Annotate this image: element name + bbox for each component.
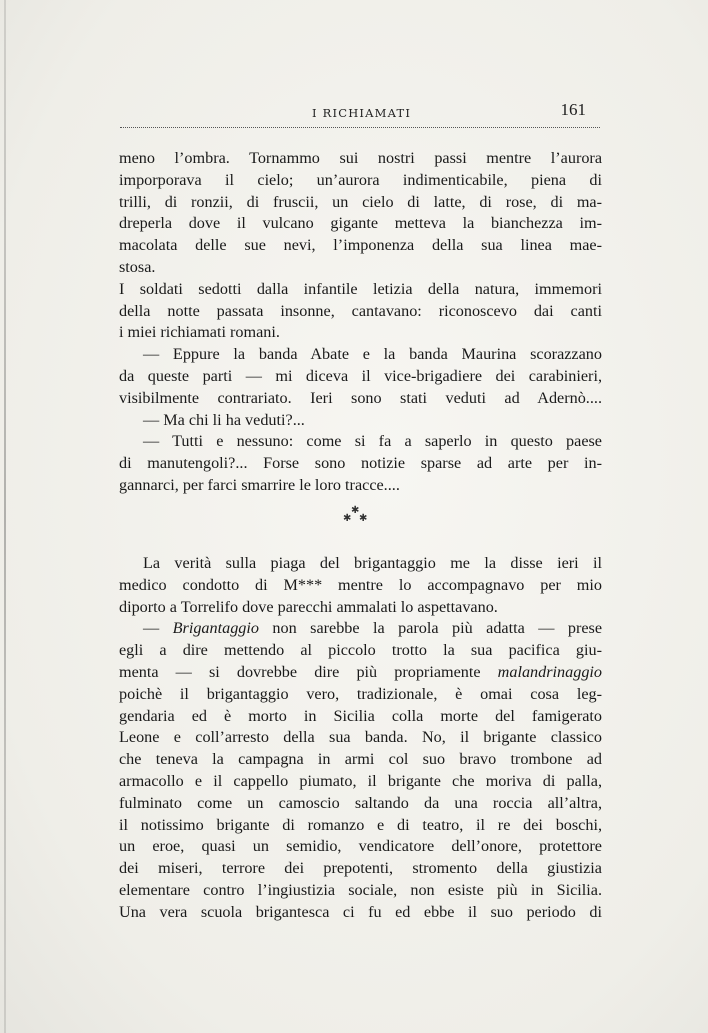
text-line-italic-2: menta — si dovrebbe dire più propriamente malandrinaggio	[119, 662, 602, 681]
header-dotted-rule	[120, 127, 600, 128]
text-line: trilli, di ronzii, di fruscii, un cielo di latte, di rose, di ma-	[119, 192, 602, 211]
text-line: armacollo e il cappello piumato, il brigante che moriva di palla,	[119, 771, 602, 790]
section-asterism	[340, 505, 380, 535]
asterisk-glyph: ✱	[351, 505, 360, 516]
text-line: imporporava il cielo; un’aurora indimenticabile, piena di	[119, 170, 602, 189]
page-header	[120, 100, 600, 130]
text-line: fulminato come un camoscio saltando da una roccia all’altra,	[119, 793, 602, 812]
text-line: il notissimo brigante di romanzo e di teatro, il re dei boschi,	[119, 815, 602, 834]
italic-word: Brigantaggio	[172, 619, 259, 638]
asterisk-glyph: ✱	[343, 513, 352, 524]
text-block-top	[119, 148, 602, 497]
text-block-bottom	[119, 553, 602, 924]
text-line: egli a dire mettendo al piccolo trotto la sua pacifica giu-	[119, 641, 602, 660]
running-title: I RICHIAMATI	[312, 106, 412, 120]
text-line: dei miseri, terrore dei prepotenti, stromento della giustizia	[119, 859, 602, 878]
text-line: — Eppure la banda Abate e la banda Maurina scorazzano	[143, 345, 602, 364]
text-line: di manutengoli?... Forse sono notizie sparse ad arte per in-	[119, 454, 602, 473]
text-line: gendaria ed è morto in Sicilia colla morte del famigerato	[119, 706, 602, 725]
page-number: 161	[560, 100, 586, 119]
text-line: elementare contro l’ingiustizia sociale, non esiste più in Sicilia.	[119, 880, 602, 899]
text-line: un eroe, quasi un semidio, vendicatore dell’onore, protettore	[119, 837, 602, 856]
text-line: meno l’ombra. Tornammo sui nostri passi mentre l’aurora	[119, 149, 602, 167]
text-line: diporto a Torrelifo dove parecchi ammalati lo aspettavano.	[119, 597, 498, 616]
page-binding-edge	[4, 0, 6, 1033]
text-line: i miei richiamati romani.	[119, 323, 280, 342]
text-line: visibilmente contrariato. Ieri sono stati veduti ad Adernò....	[119, 388, 602, 407]
text-line: — Tutti e nessuno: come si fa a saperlo in questo paese	[143, 432, 602, 451]
text-line-italic-1: — Brigantaggio non sarebbe la parola più adatta — prese	[143, 619, 603, 638]
text-line: La verità sulla piaga del brigantaggio me la disse ieri il	[143, 554, 602, 572]
text-line: — Ma chi li ha veduti?...	[143, 410, 305, 429]
text-line: I soldati sedotti dalla infantile letizia della natura, immemori	[119, 279, 602, 298]
text-line: Una vera scuola brigantesca ci fu ed ebbe il suo periodo di	[119, 902, 602, 921]
italic-word: malandrinaggio	[497, 662, 602, 681]
text-line: macolata delle sue nevi, l’imponenza della sua linea mae-	[119, 236, 602, 255]
text-line: che teneva la campagna in armi col suo bravo trombone ad	[119, 750, 602, 769]
text-line: stosa.	[119, 257, 156, 276]
text-line: gannarci, per farci smarrire le loro tracce....	[119, 475, 400, 494]
text-line: da queste parti — mi diceva il vice-brigadiere dei carabinieri,	[119, 366, 602, 385]
text-line: dreperla dove il vulcano gigante metteva la bianchezza im-	[119, 214, 602, 233]
text-line: Leone e coll’arresto della sua banda. No, il brigante classico	[119, 728, 602, 747]
text-line: medico condotto di M*** mentre lo accompagnavo per mio	[119, 575, 602, 594]
text-line: della notte passata insonne, cantavano: riconoscevo dai canti	[119, 301, 602, 320]
text-line: poichè il brigantaggio vero, tradizionale, è omai cosa leg-	[119, 684, 602, 703]
asterisk-glyph: ✱	[359, 513, 368, 524]
